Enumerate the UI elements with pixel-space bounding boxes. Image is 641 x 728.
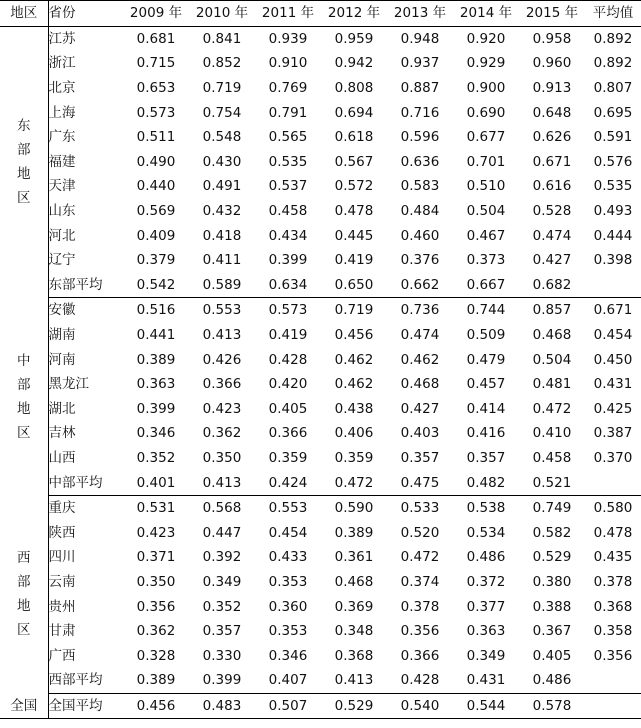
table-row <box>0 199 641 224</box>
average-cell <box>585 693 641 719</box>
average-cell: 0.580 <box>593 500 633 517</box>
value-cell: 0.374 <box>400 573 440 590</box>
value-cell: 0.690 <box>466 104 506 121</box>
value-cell: 0.356 <box>136 598 176 615</box>
value-cell: 0.423 <box>136 524 176 541</box>
value-cell: 0.504 <box>532 351 572 368</box>
value-cell: 0.460 <box>400 227 440 244</box>
value-cell: 0.431 <box>453 668 519 693</box>
value-cell: 0.715 <box>136 55 176 72</box>
value-cell: 0.360 <box>268 598 308 615</box>
value-cell: 0.754 <box>202 104 242 121</box>
table-row <box>0 372 641 397</box>
value-cell: 0.352 <box>136 449 176 466</box>
value-cell: 0.939 <box>268 30 308 47</box>
value-cell: 0.490 <box>136 153 176 170</box>
average-cell: 0.671 <box>593 302 633 319</box>
table-row <box>0 470 641 495</box>
value-cell: 0.468 <box>400 376 440 393</box>
region-name <box>0 495 48 693</box>
value-cell: 0.920 <box>466 30 506 47</box>
value-cell: 0.389 <box>334 524 374 541</box>
average-cell: 0.892 <box>593 55 633 72</box>
average-cell: 0.450 <box>593 351 633 368</box>
average-cell: 0.431 <box>593 376 633 393</box>
value-cell: 0.377 <box>466 598 506 615</box>
header-year: 2015 年 <box>519 1 585 27</box>
value-cell: 0.529 <box>532 549 572 566</box>
average-cell: 0.493 <box>593 203 633 220</box>
value-cell: 0.744 <box>466 302 506 319</box>
table-row <box>0 520 641 545</box>
value-cell: 0.521 <box>519 470 585 495</box>
value-cell: 0.388 <box>532 598 572 615</box>
value-cell: 0.438 <box>334 400 374 417</box>
value-cell: 0.736 <box>400 302 440 319</box>
value-cell: 0.929 <box>466 55 506 72</box>
average-cell: 0.356 <box>593 647 633 664</box>
average-cell: 0.892 <box>593 30 633 47</box>
value-cell: 0.348 <box>334 623 374 640</box>
average-cell: 0.425 <box>593 400 633 417</box>
value-cell: 0.808 <box>334 80 374 97</box>
table-row <box>0 594 641 619</box>
value-cell: 0.380 <box>532 573 572 590</box>
province-name: 福建 <box>48 153 76 170</box>
value-cell: 0.534 <box>466 524 506 541</box>
value-cell: 0.567 <box>334 153 374 170</box>
average-cell: 0.435 <box>593 549 633 566</box>
value-cell: 0.362 <box>202 425 242 442</box>
value-cell: 0.368 <box>334 647 374 664</box>
table-row <box>0 347 641 372</box>
value-cell: 0.423 <box>202 400 242 417</box>
header-row <box>0 1 641 27</box>
value-cell: 0.462 <box>400 351 440 368</box>
value-cell: 0.572 <box>334 178 374 195</box>
province-name: 陕西 <box>48 524 76 541</box>
value-cell: 0.474 <box>532 227 572 244</box>
table-row <box>0 446 641 471</box>
value-cell: 0.516 <box>136 302 176 319</box>
value-cell: 0.428 <box>268 351 308 368</box>
province-name: 重庆 <box>48 500 76 517</box>
value-cell: 0.462 <box>334 351 374 368</box>
province-name: 河南 <box>48 351 76 368</box>
value-cell: 0.409 <box>136 227 176 244</box>
header-province: 省份 <box>48 1 123 27</box>
value-cell: 0.533 <box>400 500 440 517</box>
value-cell: 0.511 <box>136 129 176 146</box>
value-cell: 0.441 <box>136 327 176 344</box>
value-cell: 0.401 <box>123 470 189 495</box>
value-cell: 0.857 <box>532 302 572 319</box>
value-cell: 0.507 <box>255 693 321 719</box>
value-cell: 0.531 <box>136 500 176 517</box>
value-cell: 0.366 <box>268 425 308 442</box>
value-cell: 0.486 <box>466 549 506 566</box>
value-cell: 0.569 <box>136 203 176 220</box>
value-cell: 0.366 <box>400 647 440 664</box>
average-cell: 0.358 <box>593 623 633 640</box>
value-cell: 0.420 <box>268 376 308 393</box>
header-year: 2009 年 <box>123 1 189 27</box>
value-cell: 0.677 <box>466 129 506 146</box>
value-cell: 0.376 <box>400 252 440 269</box>
value-cell: 0.371 <box>136 549 176 566</box>
value-cell: 0.352 <box>202 598 242 615</box>
header-year: 2013 年 <box>387 1 453 27</box>
province-name: 安徽 <box>48 302 76 319</box>
value-cell: 0.456 <box>123 693 189 719</box>
province-name: 云南 <box>48 573 76 590</box>
table-row <box>0 100 641 125</box>
value-cell: 0.430 <box>202 153 242 170</box>
value-cell: 0.399 <box>189 668 255 693</box>
value-cell: 0.363 <box>136 376 176 393</box>
value-cell: 0.582 <box>532 524 572 541</box>
value-cell: 0.472 <box>321 470 387 495</box>
value-cell: 0.716 <box>400 104 440 121</box>
average-cell: 0.535 <box>593 178 633 195</box>
value-cell: 0.535 <box>268 153 308 170</box>
province-name: 黑龙江 <box>48 376 89 393</box>
value-cell: 0.509 <box>466 327 506 344</box>
value-cell: 0.475 <box>387 470 453 495</box>
value-cell: 0.618 <box>334 129 374 146</box>
table-row <box>0 223 641 248</box>
table-row <box>0 545 641 570</box>
value-cell: 0.719 <box>202 80 242 97</box>
value-cell: 0.433 <box>268 549 308 566</box>
value-cell: 0.959 <box>334 30 374 47</box>
value-cell: 0.540 <box>387 693 453 719</box>
average-cell: 0.370 <box>593 449 633 466</box>
value-cell: 0.589 <box>189 273 255 298</box>
value-cell: 0.479 <box>466 351 506 368</box>
value-cell: 0.583 <box>400 178 440 195</box>
province-name: 甘肃 <box>48 623 76 640</box>
value-cell: 0.373 <box>466 252 506 269</box>
province-name: 山西 <box>48 449 76 466</box>
value-cell: 0.454 <box>268 524 308 541</box>
value-cell: 0.416 <box>466 425 506 442</box>
value-cell: 0.544 <box>453 693 519 719</box>
value-cell: 0.353 <box>268 623 308 640</box>
value-cell: 0.749 <box>532 500 572 517</box>
table-row <box>0 174 641 199</box>
value-cell: 0.948 <box>400 30 440 47</box>
value-cell: 0.913 <box>532 80 572 97</box>
value-cell: 0.472 <box>532 400 572 417</box>
value-cell: 0.346 <box>268 647 308 664</box>
province-name: 浙江 <box>48 55 76 72</box>
province-name: 山东 <box>48 203 76 220</box>
value-cell: 0.406 <box>334 425 374 442</box>
province-name: 湖南 <box>48 327 76 344</box>
value-cell: 0.378 <box>400 598 440 615</box>
province-name: 天津 <box>48 178 76 195</box>
value-cell: 0.467 <box>466 227 506 244</box>
header-region: 地区 <box>0 1 48 27</box>
table-row <box>0 619 641 644</box>
value-cell: 0.937 <box>400 55 440 72</box>
total-label: 全国平均 <box>48 693 123 719</box>
average-cell: 0.478 <box>593 524 633 541</box>
value-cell: 0.419 <box>268 327 308 344</box>
value-cell: 0.350 <box>202 449 242 466</box>
value-cell: 0.529 <box>321 693 387 719</box>
province-name: 江苏 <box>48 30 76 47</box>
province-name: 北京 <box>48 80 76 97</box>
value-cell: 0.405 <box>268 400 308 417</box>
value-cell: 0.694 <box>334 104 374 121</box>
value-cell: 0.648 <box>532 104 572 121</box>
value-cell: 0.634 <box>255 273 321 298</box>
value-cell: 0.662 <box>387 273 453 298</box>
average-cell <box>585 470 641 495</box>
value-cell: 0.362 <box>136 623 176 640</box>
value-cell: 0.636 <box>400 153 440 170</box>
average-cell: 0.591 <box>593 129 633 146</box>
average-cell: 0.368 <box>593 598 633 615</box>
value-cell: 0.484 <box>400 203 440 220</box>
value-cell: 0.472 <box>400 549 440 566</box>
value-cell: 0.568 <box>202 500 242 517</box>
value-cell: 0.616 <box>532 178 572 195</box>
province-name: 上海 <box>48 104 76 121</box>
province-name: 中部平均 <box>48 470 123 495</box>
province-name: 吉林 <box>48 425 76 442</box>
total-row <box>0 693 641 719</box>
province-name: 河北 <box>48 227 76 244</box>
value-cell: 0.900 <box>466 80 506 97</box>
value-cell: 0.405 <box>532 647 572 664</box>
header-average: 平均值 <box>585 1 641 27</box>
value-cell: 0.413 <box>321 668 387 693</box>
value-cell: 0.346 <box>136 425 176 442</box>
value-cell: 0.462 <box>334 376 374 393</box>
value-cell: 0.457 <box>466 376 506 393</box>
header-year: 2012 年 <box>321 1 387 27</box>
value-cell: 0.483 <box>189 693 255 719</box>
value-cell: 0.413 <box>189 470 255 495</box>
total-region: 全国 <box>0 693 48 719</box>
value-cell: 0.468 <box>334 573 374 590</box>
value-cell: 0.682 <box>519 273 585 298</box>
table-row <box>0 421 641 446</box>
value-cell: 0.413 <box>202 327 242 344</box>
value-cell: 0.426 <box>202 351 242 368</box>
value-cell: 0.367 <box>532 623 572 640</box>
value-cell: 0.504 <box>466 203 506 220</box>
value-cell: 0.553 <box>202 302 242 319</box>
province-name: 四川 <box>48 549 76 566</box>
table-row <box>0 26 641 51</box>
table-row <box>0 273 641 298</box>
table-body <box>0 26 641 719</box>
value-cell: 0.410 <box>532 425 572 442</box>
value-cell: 0.537 <box>268 178 308 195</box>
province-name: 湖北 <box>48 400 76 417</box>
value-cell: 0.359 <box>268 449 308 466</box>
value-cell: 0.356 <box>400 623 440 640</box>
province-name: 贵州 <box>48 598 76 615</box>
value-cell: 0.942 <box>334 55 374 72</box>
average-cell: 0.387 <box>593 425 633 442</box>
average-cell: 0.398 <box>593 252 633 269</box>
average-cell: 0.378 <box>593 573 633 590</box>
value-cell: 0.369 <box>334 598 374 615</box>
value-cell: 0.520 <box>400 524 440 541</box>
value-cell: 0.427 <box>400 400 440 417</box>
value-cell: 0.458 <box>532 449 572 466</box>
value-cell: 0.427 <box>532 252 572 269</box>
value-cell: 0.486 <box>519 668 585 693</box>
value-cell: 0.573 <box>136 104 176 121</box>
header-year: 2011 年 <box>255 1 321 27</box>
value-cell: 0.330 <box>202 647 242 664</box>
value-cell: 0.357 <box>400 449 440 466</box>
value-cell: 0.456 <box>334 327 374 344</box>
header-year: 2014 年 <box>453 1 519 27</box>
table-row <box>0 397 641 422</box>
average-cell <box>585 668 641 693</box>
value-cell: 0.573 <box>268 302 308 319</box>
value-cell: 0.565 <box>268 129 308 146</box>
region-label: 东部地区 <box>17 118 31 207</box>
value-cell: 0.719 <box>334 302 374 319</box>
value-cell: 0.681 <box>136 30 176 47</box>
value-cell: 0.440 <box>136 178 176 195</box>
value-cell: 0.359 <box>334 449 374 466</box>
average-cell: 0.454 <box>593 327 633 344</box>
table-row <box>0 125 641 150</box>
value-cell: 0.447 <box>202 524 242 541</box>
value-cell: 0.392 <box>202 549 242 566</box>
value-cell: 0.852 <box>202 55 242 72</box>
value-cell: 0.353 <box>268 573 308 590</box>
value-cell: 0.372 <box>466 573 506 590</box>
average-cell: 0.576 <box>593 153 633 170</box>
value-cell: 0.701 <box>466 153 506 170</box>
value-cell: 0.418 <box>202 227 242 244</box>
province-name: 东部平均 <box>48 273 123 298</box>
value-cell: 0.491 <box>202 178 242 195</box>
table-row <box>0 150 641 175</box>
value-cell: 0.357 <box>202 623 242 640</box>
region-name <box>0 298 48 496</box>
value-cell: 0.791 <box>268 104 308 121</box>
table-row <box>0 51 641 76</box>
value-cell: 0.414 <box>466 400 506 417</box>
value-cell: 0.626 <box>532 129 572 146</box>
value-cell: 0.596 <box>400 129 440 146</box>
value-cell: 0.349 <box>202 573 242 590</box>
table-row <box>0 668 641 693</box>
table-row <box>0 248 641 273</box>
value-cell: 0.538 <box>466 500 506 517</box>
average-cell <box>585 273 641 298</box>
province-name: 西部平均 <box>48 668 123 693</box>
value-cell: 0.482 <box>453 470 519 495</box>
value-cell: 0.445 <box>334 227 374 244</box>
value-cell: 0.510 <box>466 178 506 195</box>
table-row <box>0 76 641 101</box>
value-cell: 0.432 <box>202 203 242 220</box>
province-name: 广西 <box>48 647 76 664</box>
value-cell: 0.653 <box>136 80 176 97</box>
table-row <box>0 643 641 668</box>
value-cell: 0.407 <box>255 668 321 693</box>
province-name: 辽宁 <box>48 252 76 269</box>
table-row <box>0 570 641 595</box>
value-cell: 0.667 <box>453 273 519 298</box>
value-cell: 0.403 <box>400 425 440 442</box>
value-cell: 0.769 <box>268 80 308 97</box>
table-row <box>0 495 641 520</box>
value-cell: 0.590 <box>334 500 374 517</box>
value-cell: 0.474 <box>400 327 440 344</box>
region-label: 西部地区 <box>17 550 31 639</box>
value-cell: 0.578 <box>519 693 585 719</box>
region-name <box>0 26 48 298</box>
value-cell: 0.910 <box>268 55 308 72</box>
value-cell: 0.389 <box>123 668 189 693</box>
value-cell: 0.481 <box>532 376 572 393</box>
value-cell: 0.553 <box>268 500 308 517</box>
average-cell: 0.807 <box>593 80 633 97</box>
value-cell: 0.958 <box>532 30 572 47</box>
value-cell: 0.887 <box>400 80 440 97</box>
value-cell: 0.411 <box>202 252 242 269</box>
region-label: 中部地区 <box>17 352 31 441</box>
average-cell: 0.695 <box>593 104 633 121</box>
value-cell: 0.349 <box>466 647 506 664</box>
value-cell: 0.350 <box>136 573 176 590</box>
value-cell: 0.650 <box>321 273 387 298</box>
value-cell: 0.424 <box>255 470 321 495</box>
value-cell: 0.478 <box>334 203 374 220</box>
value-cell: 0.960 <box>532 55 572 72</box>
header-year: 2010 年 <box>189 1 255 27</box>
value-cell: 0.419 <box>334 252 374 269</box>
value-cell: 0.328 <box>136 647 176 664</box>
value-cell: 0.542 <box>123 273 189 298</box>
value-cell: 0.434 <box>268 227 308 244</box>
value-cell: 0.548 <box>202 129 242 146</box>
value-cell: 0.671 <box>532 153 572 170</box>
value-cell: 0.366 <box>202 376 242 393</box>
value-cell: 0.361 <box>334 549 374 566</box>
value-cell: 0.357 <box>466 449 506 466</box>
value-cell: 0.379 <box>136 252 176 269</box>
value-cell: 0.841 <box>202 30 242 47</box>
value-cell: 0.528 <box>532 203 572 220</box>
value-cell: 0.399 <box>268 252 308 269</box>
province-name: 广东 <box>48 129 76 146</box>
value-cell: 0.458 <box>268 203 308 220</box>
average-cell: 0.444 <box>593 227 633 244</box>
value-cell: 0.389 <box>136 351 176 368</box>
table-row <box>0 323 641 348</box>
value-cell: 0.468 <box>532 327 572 344</box>
value-cell: 0.399 <box>136 400 176 417</box>
value-cell: 0.363 <box>466 623 506 640</box>
table-row <box>0 298 641 323</box>
value-cell: 0.428 <box>387 668 453 693</box>
